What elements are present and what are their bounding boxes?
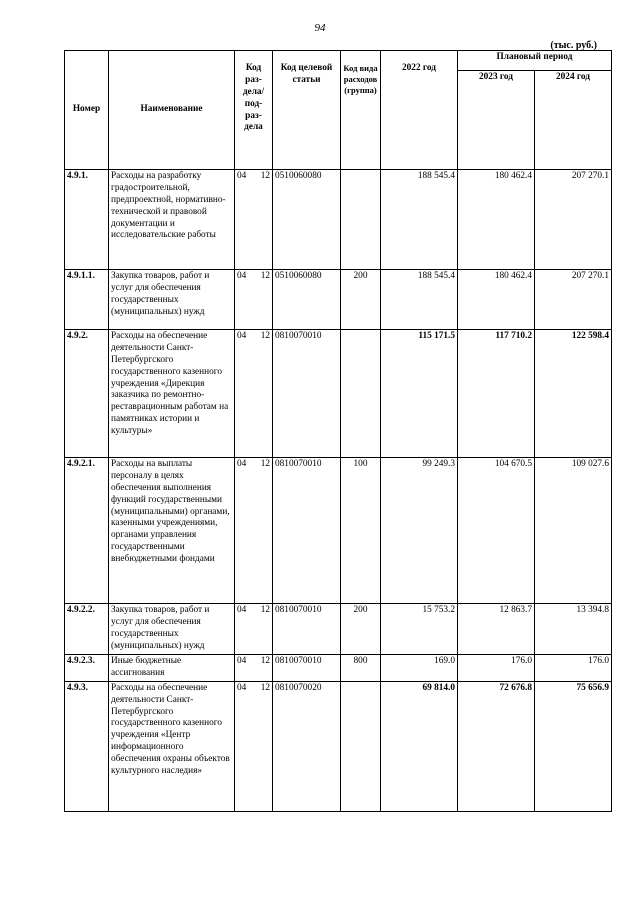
row-target-code: 0510060080 [273, 170, 341, 270]
row-expense-type [341, 170, 381, 270]
row-value-2022: 115 171.5 [381, 330, 458, 458]
row-value-2024: 109 027.6 [535, 458, 612, 604]
row-subsection: 12 [260, 682, 270, 693]
header-2023: 2023 год [458, 71, 535, 170]
row-value-2024: 207 270.1 [535, 270, 612, 330]
table-row [65, 330, 612, 458]
row-expense-type: 200 [341, 270, 381, 330]
row-name: Иные бюджетные ассигнования [109, 655, 235, 682]
row-value-2024: 207 270.1 [535, 170, 612, 270]
row-section: 04 [237, 682, 247, 693]
row-value-2022: 99 249.3 [381, 458, 458, 604]
row-name: Закупка товаров, работ и услуг для обеспечения государственных (муниципальных) нужд [109, 270, 235, 330]
row-section-code [235, 655, 273, 682]
row-target-code: 0510060080 [273, 270, 341, 330]
budget-table [64, 50, 612, 812]
row-section: 04 [237, 271, 247, 281]
page-number: 94 [314, 22, 326, 34]
row-target-code: 0810070010 [273, 604, 341, 655]
row-subsection: 12 [260, 605, 270, 615]
row-section-code [235, 681, 273, 811]
row-name: Закупка товаров, работ и услуг для обеспечения государственных (муниципальных) нужд [109, 604, 235, 655]
row-name: Расходы на выплаты персоналу в целях обеспечения выполнения функций государственными (муниципальными) органами, казенными учреждениями, органами управления государственными внебюджетными фондами [109, 458, 235, 604]
row-section: 04 [237, 605, 247, 615]
row-expense-type: 800 [341, 655, 381, 682]
row-subsection: 12 [260, 271, 270, 281]
row-number: 4.9.1. [65, 170, 109, 270]
row-value-2024: 13 394.8 [535, 604, 612, 655]
row-expense-type [341, 681, 381, 811]
row-target-code: 0810070020 [273, 681, 341, 811]
row-section-code [235, 604, 273, 655]
units-label: (тыс. руб.) [550, 40, 597, 51]
row-section-code [235, 170, 273, 270]
table-row [65, 270, 612, 330]
header-planned-period: Плановый период [458, 51, 612, 71]
table-row [65, 458, 612, 604]
header-target: Код целевой статьи [273, 51, 341, 170]
row-number: 4.9.1.1. [65, 270, 109, 330]
row-value-2023: 117 710.2 [458, 330, 535, 458]
row-value-2023: 104 670.5 [458, 458, 535, 604]
row-number: 4.9.3. [65, 681, 109, 811]
row-value-2023: 12 863.7 [458, 604, 535, 655]
table-body [65, 170, 612, 812]
row-expense-type: 200 [341, 604, 381, 655]
row-value-2023: 72 676.8 [458, 681, 535, 811]
row-number: 4.9.2.3. [65, 655, 109, 682]
row-section: 04 [237, 171, 247, 181]
header-number: Номер [65, 51, 109, 170]
table-row [65, 655, 612, 682]
row-value-2022: 188 545.4 [381, 270, 458, 330]
row-value-2023: 176.0 [458, 655, 535, 682]
row-subsection: 12 [260, 656, 270, 666]
row-name: Расходы на обеспечение деятельности Санкт-Петербургского государственного казенного учреждения «Центр информационного обеспечения охраны объектов культурного наследия» [109, 681, 235, 811]
row-value-2024: 122 598.4 [535, 330, 612, 458]
row-name: Расходы на разработку градостроительной, предпроектной, нормативно-технической и правовой документации и исследовательские работы [109, 170, 235, 270]
row-section: 04 [237, 331, 247, 341]
header-2022: 2022 год [381, 51, 458, 170]
row-target-code: 0810070010 [273, 655, 341, 682]
row-value-2022: 15 753.2 [381, 604, 458, 655]
table-row [65, 604, 612, 655]
table-row [65, 170, 612, 270]
row-value-2022: 169.0 [381, 655, 458, 682]
header-section: Код раз-дела/ под-раз-дела [235, 51, 273, 170]
row-expense-type [341, 330, 381, 458]
row-name: Расходы на обеспечение деятельности Санкт-Петербургского государственного казенного учреждения «Дирекция заказчика по ремонтно-реставрационным работам на памятниках истории и культуры» [109, 330, 235, 458]
row-subsection: 12 [260, 331, 270, 341]
row-number: 4.9.2.1. [65, 458, 109, 604]
header-2024: 2024 год [535, 71, 612, 170]
row-target-code: 0810070010 [273, 330, 341, 458]
header-expense-type: Код вида расходов (группа) [341, 51, 381, 170]
row-section-code [235, 458, 273, 604]
row-expense-type: 100 [341, 458, 381, 604]
row-section-code [235, 330, 273, 458]
row-number: 4.9.2. [65, 330, 109, 458]
row-value-2024: 75 656.9 [535, 681, 612, 811]
table-row [65, 681, 612, 811]
header-name: Наименование [109, 51, 235, 170]
row-value-2023: 180 462.4 [458, 170, 535, 270]
row-section: 04 [237, 459, 247, 469]
row-value-2022: 69 814.0 [381, 681, 458, 811]
row-value-2022: 188 545.4 [381, 170, 458, 270]
row-section: 04 [237, 656, 247, 666]
row-target-code: 0810070010 [273, 458, 341, 604]
row-value-2024: 176.0 [535, 655, 612, 682]
row-subsection: 12 [260, 459, 270, 469]
row-number: 4.9.2.2. [65, 604, 109, 655]
row-subsection: 12 [260, 171, 270, 181]
row-section-code [235, 270, 273, 330]
row-value-2023: 180 462.4 [458, 270, 535, 330]
